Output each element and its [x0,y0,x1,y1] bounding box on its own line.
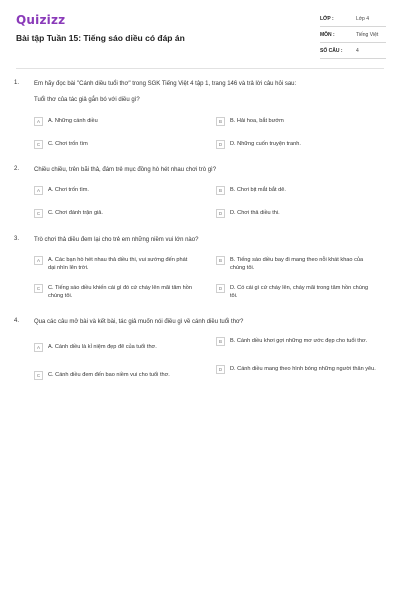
question-number: 1. [14,80,20,86]
option-a[interactable] [34,187,194,195]
option-text: C. Chơi trốn tìm [48,141,88,147]
meta-row-grade [320,12,386,27]
option-letter-box: A [34,343,43,352]
option-text: C. Chơi đánh trận giả. [48,210,103,216]
option-text: B. Cánh diều khơi gợi những mơ ước đẹp cho tuổi thơ. [230,338,368,344]
option-text: B. Hải hoa, bắt bướm [230,118,284,124]
worksheet-title: Bài tập Tuần 15: Tiếng sáo diều có đáp án [16,33,185,43]
option-a[interactable] [34,257,194,272]
option-text: C. Cánh diều đem đến bao niềm vui cho tuổi thơ. [48,372,170,378]
option-d[interactable] [216,366,376,374]
option-text: B. Chơi bịt mắt bắt dê. [230,187,286,193]
option-letter-box: D [216,140,225,149]
option-text: A. Các bạn hò hét nhau thả diều thi, vui sướng đến phát dại nhìn lên trời. [48,257,188,271]
question-number: 3. [14,236,20,242]
option-letter-box: B [216,256,225,265]
option-letter-box: A [34,256,43,265]
meta-label: LỚP : [320,16,334,22]
question-subtext: Tuổi thơ của tác giả gắn bó với diều gì? [34,97,140,103]
option-text: A. Cánh diều là kỉ niệm đẹp đẽ của tuổi thơ. [48,344,157,350]
question-number: 4. [14,318,20,324]
option-c[interactable] [34,285,194,300]
option-letter-box: B [216,117,225,126]
option-d[interactable] [216,285,376,300]
meta-box [320,12,386,60]
question-number: 2. [14,166,20,172]
option-b[interactable] [216,257,376,272]
meta-value: Lớp 4 [356,16,370,22]
worksheet-header [0,0,400,70]
option-letter-box: C [34,284,43,293]
question-text: Chiều chiều, trên bãi thả, đám trẻ mục đồng hò hét nhau chơi trò gì? [34,167,217,173]
option-text: D. Cánh diều mang theo hình bóng những người thân yêu. [230,366,376,372]
option-letter-box: B [216,337,225,346]
meta-value: Tiếng Việt [356,32,379,38]
option-letter-box: A [34,117,43,126]
option-letter-box: D [216,284,225,293]
option-letter-box: C [34,209,43,218]
option-c[interactable] [34,372,194,380]
question-text: Trò chơi thả diều đem lại cho trẻ em những niềm vui lớn nào? [34,237,199,243]
option-d[interactable] [216,141,376,149]
option-d[interactable] [216,210,376,218]
option-text: D. Chơi thả diều thi. [230,210,280,216]
option-b[interactable] [216,118,376,126]
option-letter-box: A [34,186,43,195]
option-text: D. Những cuốn truyện tranh. [230,141,301,147]
option-text: B. Tiếng sáo diều bay đi mang theo nỗi khát khao của chúng tôi. [230,257,364,271]
option-c[interactable] [34,210,194,218]
quizizz-logo: Quizizz [16,13,66,27]
meta-label: SỐ CÂU : [320,48,343,54]
option-b[interactable] [216,187,376,195]
meta-row-question-count [320,44,386,59]
option-c[interactable] [34,141,194,149]
option-a[interactable] [34,344,194,352]
option-letter-box: C [34,371,43,380]
header-divider [16,68,384,69]
option-letter-box: D [216,365,225,374]
meta-value: 4 [356,48,359,54]
question-text: Qua các câu mở bài và kết bài, tác giả muốn nói điều gì về cánh diều tuổi thơ? [34,319,244,325]
option-text: A. Những cánh diều [48,118,98,124]
option-letter-box: C [34,140,43,149]
meta-row-subject [320,28,386,43]
option-b[interactable] [216,338,376,346]
option-text: A. Chơi trốn tìm. [48,187,89,193]
option-text: C. Tiếng sáo diều khiến cái gì đó cứ cháy lên mãi tâm hồn chúng tôi. [48,285,192,299]
question-text: Em hãy đọc bài "Cánh diều tuổi thơ" trong SGK Tiếng Việt 4 tập 1, trang 146 và trả lời câu hỏi sau: [34,81,297,87]
option-letter-box: D [216,209,225,218]
meta-label: MÔN : [320,32,335,38]
option-a[interactable] [34,118,194,126]
option-letter-box: B [216,186,225,195]
option-text: D. Có cái gì cứ cháy lên, cháy mãi trong tâm hồn chúng tôi. [230,285,369,299]
